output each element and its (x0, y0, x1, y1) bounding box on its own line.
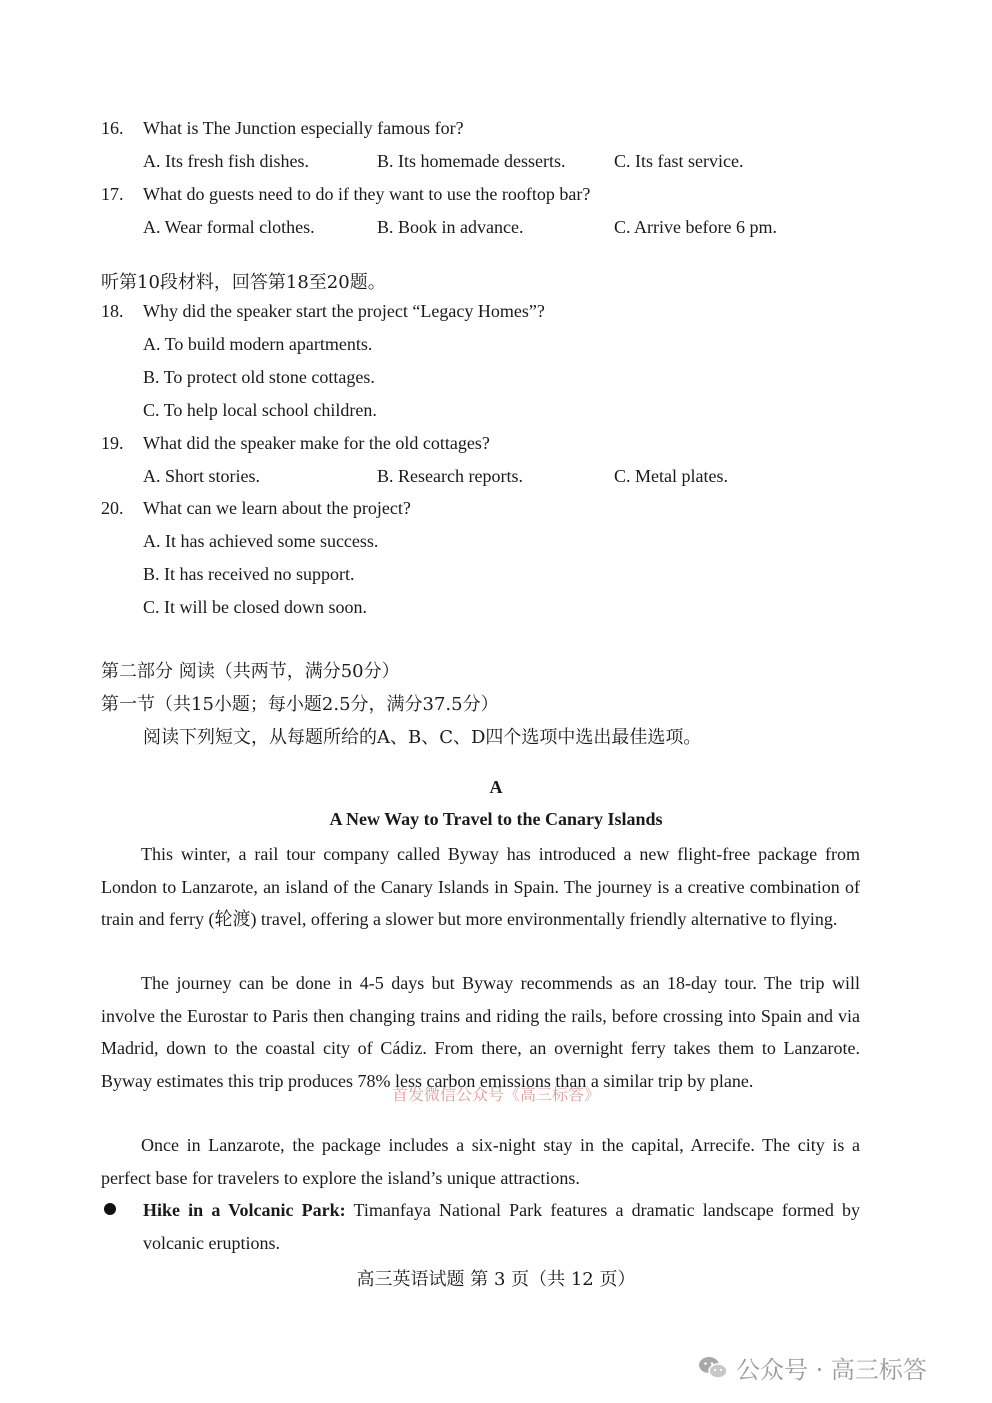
page-footer: 高三英语试题 第 3 页（共 12 页） (356, 1269, 636, 1290)
reading-instruction: 阅读下列短文，从每题所给的A、B、C、D四个选项中选出最佳选项。 (143, 727, 702, 748)
bullet-item-text: Timanfaya National Park features a dramatic landscape formed by volcanic eruptions. (143, 1200, 861, 1253)
brand-text: 公众号 · 高三标答 (736, 1356, 927, 1384)
q16-option-a: A. Its fresh fish dishes. (143, 151, 309, 171)
q20-option-c: C. It will be closed down soon. (143, 597, 367, 617)
bullet-item-title: Hike in a Volcanic Park: (143, 1200, 346, 1220)
q17-question: What do guests need to do if they want to use the rooftop bar? (143, 184, 591, 204)
q16-option-b: B. Its homemade desserts. (377, 151, 566, 171)
watermark: 首发微信公众号《高三标答》 (391, 1085, 600, 1104)
q17-option-c: C. Arrive before 6 pm. (614, 217, 777, 237)
reading-section-title: 第一节（共15小题；每小题2.5分，满分37.5分） (101, 694, 499, 715)
q19-number: 19. (101, 433, 124, 453)
q18-option-a: A. To build modern apartments. (143, 334, 373, 354)
q17-number: 17. (101, 184, 124, 204)
q20-option-a: A. It has achieved some success. (143, 531, 379, 551)
q19-option-b: B. Research reports. (377, 466, 523, 486)
passage-label: A (489, 777, 503, 797)
q17-option-b: B. Book in advance. (377, 217, 524, 237)
wechat-brand (698, 1350, 927, 1385)
q20-option-b: B. It has received no support. (143, 564, 355, 584)
bullet-item-volcanic-park (143, 1194, 860, 1259)
reading-part-title: 第二部分 阅读（共两节，满分50分） (101, 661, 400, 682)
q18-number: 18. (101, 301, 124, 321)
listening-section-10-instruction: 听第10段材料，回答第18至20题。 (101, 272, 386, 293)
q16-option-c: C. Its fast service. (614, 151, 744, 171)
q16-number: 16. (101, 118, 124, 138)
bullet-icon (104, 1203, 116, 1215)
q20-question: What can we learn about the project? (143, 498, 411, 518)
q17-option-a: A. Wear formal clothes. (143, 217, 315, 237)
passage-paragraph-3: Once in Lanzarote, the package includes a six-night stay in the capital, Arrecife. The city is a perfect base for travelers to explore the island’s unique attractions. (101, 1135, 860, 1188)
q19-question: What did the speaker make for the old cottages? (143, 433, 490, 453)
passage-paragraph-1: This winter, a rail tour company called Byway has introduced a new flight-free package from London to Lanzarote, an island of the Canary Islands in Spain. The journey is a creative combination of train and ferry (轮渡) travel, offering a slower but more environmentally friendly alternative to flying. (101, 844, 860, 929)
q18-option-b: B. To protect old stone cottages. (143, 367, 375, 387)
passage-title: A New Way to Travel to the Canary Islands (329, 809, 663, 829)
q20-number: 20. (101, 498, 124, 518)
q18-option-c: C. To help local school children. (143, 400, 377, 420)
passage-paragraph-2: The journey can be done in 4-5 days but Byway recommends as an 18-day tour. The trip will involve the Eurostar to Paris then changing trains and riding the rails, before crossing into Spain and via Madrid, down to the coastal city of Cádiz. From there, an overnight ferry takes them to Lanzarote. Byway estimates this trip produces 78% less carbon emissions than a similar trip by plane. (101, 973, 860, 1091)
q19-option-a: A. Short stories. (143, 466, 260, 486)
q16-question: What is The Junction especially famous for? (143, 118, 464, 138)
q19-option-c: C. Metal plates. (614, 466, 728, 486)
wechat-icon (698, 1355, 728, 1381)
q18-question: Why did the speaker start the project “Legacy Homes”? (143, 301, 545, 321)
